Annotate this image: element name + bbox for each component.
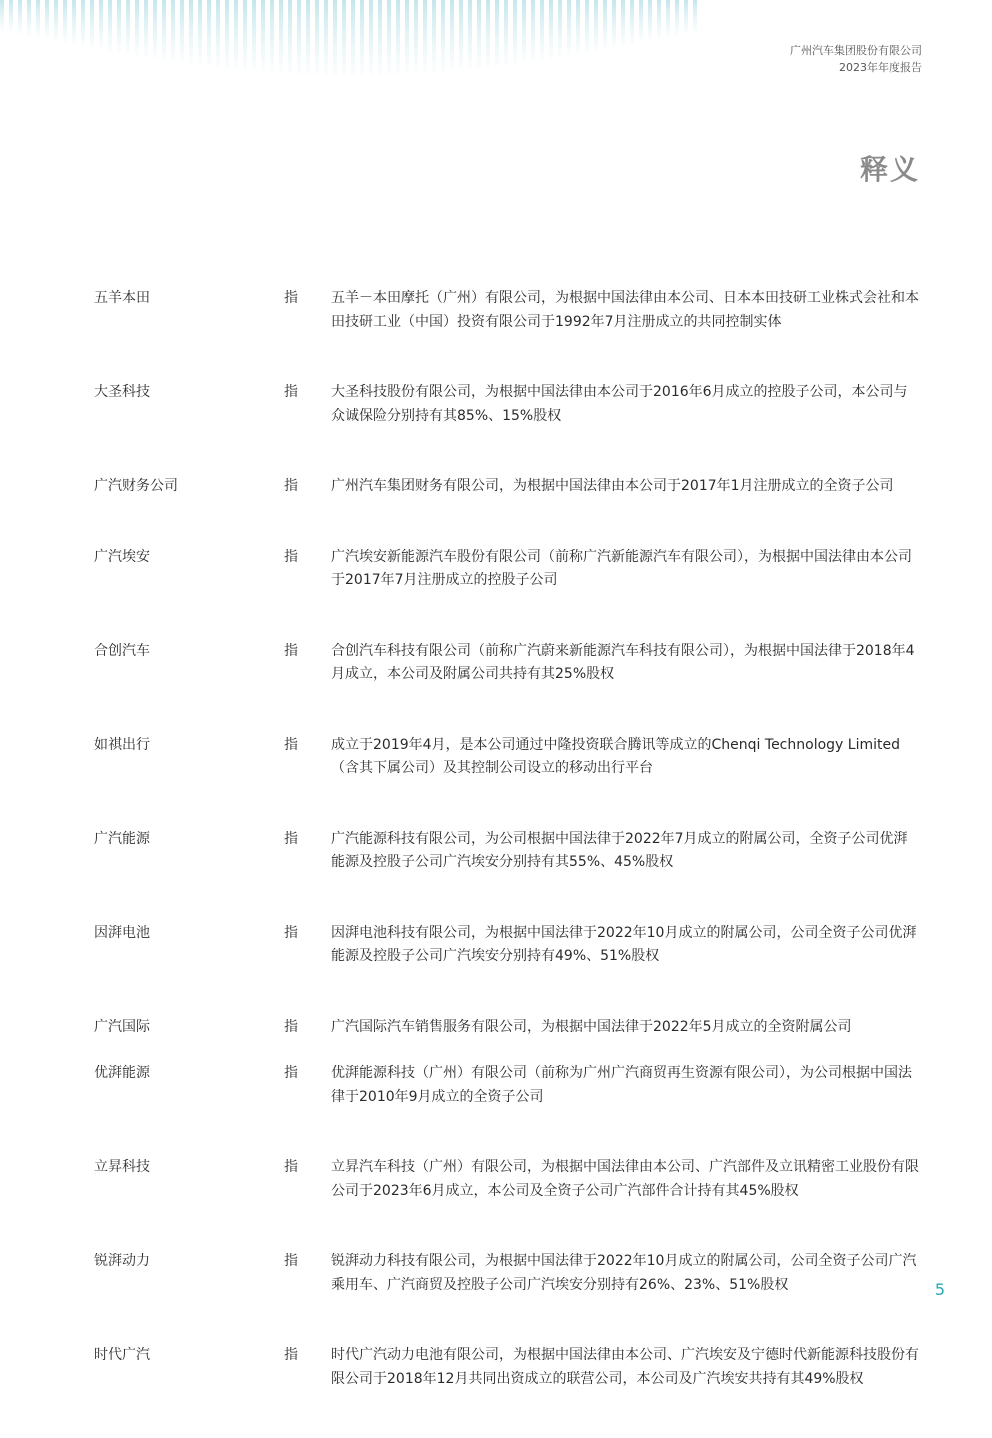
definition-means: 指 xyxy=(284,290,298,306)
definition-means: 指 xyxy=(284,1159,298,1175)
stripe-bar xyxy=(270,0,274,72)
definition-term: 时代广汽 xyxy=(94,1347,150,1363)
stripe-bar xyxy=(612,0,616,47)
stripe-bar xyxy=(414,0,418,73)
stripe-bar xyxy=(198,0,202,65)
definition-row xyxy=(94,1344,924,1391)
stripe-bar xyxy=(324,0,328,75)
definition-means: 指 xyxy=(284,1347,298,1363)
definition-row xyxy=(94,381,924,428)
stripe-bar xyxy=(117,0,121,53)
stripe-bar xyxy=(144,0,148,57)
stripe-bar xyxy=(540,0,544,60)
stripe-bar xyxy=(666,0,670,37)
stripe-bar xyxy=(576,0,580,54)
stripe-bar xyxy=(135,0,139,56)
definition-term: 广汽国际 xyxy=(94,1018,150,1035)
stripe-bar xyxy=(279,0,283,73)
company-name: 广州汽车集团股份有限公司 xyxy=(790,44,922,57)
stripe-bar xyxy=(495,0,499,66)
definition-description: 大圣科技股份有限公司，为根据中国法律由本公司于2016年6月成立的控股子公司，本公司与众诚保险分别持有其85%、15%股权 xyxy=(331,384,908,424)
stripe-bar xyxy=(630,0,634,44)
stripe-bar xyxy=(0,0,4,30)
definition-description: 立昇汽车科技（广州）有限公司，为根据中国法律由本公司、广汽部件及立讯精密工业股份有限公司于2023年6月成立，本公司及全资子公司广汽部件合计持有其45%股权 xyxy=(331,1159,919,1199)
stripe-bar xyxy=(369,0,373,75)
definition-means: 指 xyxy=(284,1018,298,1035)
stripe-bar xyxy=(684,0,688,33)
stripe-bar xyxy=(378,0,382,75)
definition-row xyxy=(94,1062,924,1109)
definition-description: 成立于2019年4月，是本公司通过中隆投资联合腾讯等成立的Chenqi Technology Limited（含其下属公司）及其控制公司设立的移动出行平台 xyxy=(331,736,900,776)
stripe-bar xyxy=(405,0,409,74)
definition-term: 广汽财务公司 xyxy=(94,478,178,494)
stripe-bar xyxy=(585,0,589,52)
stripe-bar xyxy=(153,0,157,59)
stripe-bar xyxy=(558,0,562,57)
definition-row xyxy=(94,734,924,781)
stripe-bar xyxy=(315,0,319,74)
section-title: 释义 xyxy=(859,153,920,186)
stripe-bar xyxy=(531,0,535,61)
definition-row xyxy=(94,1156,924,1203)
definition-means: 指 xyxy=(284,642,298,659)
stripe-bar xyxy=(81,0,85,46)
stripe-bar xyxy=(9,0,13,32)
stripe-bar xyxy=(567,0,571,55)
stripe-bar xyxy=(648,0,652,40)
stripe-bar xyxy=(99,0,103,49)
definition-means: 指 xyxy=(284,384,298,400)
stripe-bar xyxy=(243,0,247,70)
definition-means: 指 xyxy=(284,1253,298,1269)
report-header xyxy=(790,42,922,76)
definition-row xyxy=(94,640,924,687)
stripe-bar xyxy=(261,0,265,71)
definition-description: 锐湃动力科技有限公司，为根据中国法律于2022年10月成立的附属公司，公司全资子公司广汽乘用车、广汽商贸及控股子公司广汽埃安分别持有26%、23%、51%股权 xyxy=(331,1253,917,1293)
stripe-bar xyxy=(18,0,22,34)
stripe-bar xyxy=(45,0,49,39)
definition-description: 优湃能源科技（广州）有限公司（前称为广州广汽商贸再生资源有限公司），为公司根据中国法律于2010年9月成立的全资子公司 xyxy=(331,1065,912,1105)
definitions-list xyxy=(94,287,924,1438)
stripe-bar xyxy=(351,0,355,75)
definition-means: 指 xyxy=(284,1065,298,1081)
stripe-bar xyxy=(36,0,40,37)
stripe-bar xyxy=(216,0,220,67)
definition-means: 指 xyxy=(284,736,298,753)
definition-means: 指 xyxy=(284,478,298,494)
stripe-bar xyxy=(639,0,643,42)
definition-means: 指 xyxy=(284,924,298,941)
definition-description: 因湃电池科技有限公司，为根据中国法律于2022年10月成立的附属公司，公司全资子公司优湃能源及控股子公司广汽埃安分别持有49%、51%股权 xyxy=(331,924,917,964)
definition-means: 指 xyxy=(284,830,298,847)
stripe-bar xyxy=(477,0,481,68)
stripe-bar xyxy=(207,0,211,66)
stripe-bar xyxy=(594,0,598,51)
stripe-bar xyxy=(171,0,175,61)
stripe-bar xyxy=(549,0,553,58)
stripe-bar xyxy=(252,0,256,71)
definition-term: 立昇科技 xyxy=(94,1159,150,1175)
stripe-bar xyxy=(675,0,679,35)
page-number: 5 xyxy=(934,1280,945,1299)
definition-term: 如祺出行 xyxy=(94,736,150,753)
definition-description: 广汽埃安新能源汽车股份有限公司（前称广汽新能源汽车有限公司），为根据中国法律由本公司于2017年7月注册成立的控股子公司 xyxy=(331,548,912,588)
stripe-bar xyxy=(342,0,346,75)
definition-term: 广汽能源 xyxy=(94,830,150,847)
stripe-bar xyxy=(180,0,184,63)
stripe-bar xyxy=(54,0,58,41)
definition-description: 时代广汽动力电池有限公司，为根据中国法律由本公司、广汽埃安及宁德时代新能源科技股份有限公司于2018年12月共同出资成立的联营公司，本公司及广汽埃安共持有其49%股权 xyxy=(331,1347,919,1387)
stripe-bar xyxy=(63,0,67,43)
definition-row xyxy=(94,475,924,499)
definition-description: 合创汽车科技有限公司（前称广汽蔚来新能源汽车科技有限公司），为根据中国法律于2018年4月成立，本公司及附属公司共持有其25%股权 xyxy=(331,642,915,682)
stripe-bar xyxy=(189,0,193,64)
stripe-bar xyxy=(333,0,337,75)
stripe-bar xyxy=(486,0,490,67)
stripe-bar xyxy=(468,0,472,69)
definition-term: 锐湃动力 xyxy=(94,1253,150,1269)
stripe-bar xyxy=(387,0,391,74)
stripe-bar xyxy=(603,0,607,49)
stripe-bar xyxy=(657,0,661,39)
stripe-bar xyxy=(108,0,112,51)
stripe-bar xyxy=(504,0,508,65)
definition-means: 指 xyxy=(284,548,298,565)
stripe-bar xyxy=(126,0,130,54)
stripe-bar xyxy=(522,0,526,62)
stripe-bar xyxy=(225,0,229,68)
definition-term: 大圣科技 xyxy=(94,384,150,400)
definition-row xyxy=(94,1016,924,1040)
definition-term: 因湃电池 xyxy=(94,924,150,941)
stripe-bar xyxy=(450,0,454,71)
definition-term: 合创汽车 xyxy=(94,642,150,659)
definition-description: 广州汽车集团财务有限公司，为根据中国法律由本公司于2017年1月注册成立的全资子公司 xyxy=(331,478,894,494)
stripe-bar xyxy=(234,0,238,69)
definition-description: 广汽能源科技有限公司，为公司根据中国法律于2022年7月成立的附属公司，全资子公司优湃能源及控股子公司广汽埃安分别持有其55%、45%股权 xyxy=(331,830,908,870)
decorative-stripes xyxy=(0,0,720,90)
stripe-bar xyxy=(72,0,76,44)
stripe-bar xyxy=(459,0,463,70)
stripe-bar xyxy=(297,0,301,74)
report-name: 2023年年度报告 xyxy=(839,61,922,74)
stripe-bar xyxy=(288,0,292,73)
definition-term: 广汽埃安 xyxy=(94,548,150,565)
stripe-bar xyxy=(90,0,94,48)
definition-row xyxy=(94,287,924,334)
definition-row xyxy=(94,1250,924,1297)
stripe-bar xyxy=(162,0,166,60)
stripe-bar xyxy=(396,0,400,74)
stripe-bar xyxy=(360,0,364,75)
definition-term: 五羊本田 xyxy=(94,290,150,306)
definition-term: 优湃能源 xyxy=(94,1065,150,1081)
definition-description: 广汽国际汽车销售服务有限公司，为根据中国法律于2022年5月成立的全资附属公司 xyxy=(331,1018,852,1035)
stripe-bar xyxy=(693,0,697,31)
stripe-bar xyxy=(306,0,310,74)
stripe-bar xyxy=(27,0,31,35)
definition-row xyxy=(94,546,924,593)
stripe-bar xyxy=(441,0,445,71)
stripe-bar xyxy=(513,0,517,63)
definition-row xyxy=(94,828,924,875)
definition-description: 五羊－本田摩托（广州）有限公司，为根据中国法律由本公司、日本本田技研工业株式会社和本田技研工业（中国）投资有限公司于1992年7月注册成立的共同控制实体 xyxy=(331,290,919,330)
stripe-bar xyxy=(621,0,625,46)
stripe-bar xyxy=(432,0,436,72)
stripe-bar xyxy=(423,0,427,73)
definition-row xyxy=(94,922,924,969)
